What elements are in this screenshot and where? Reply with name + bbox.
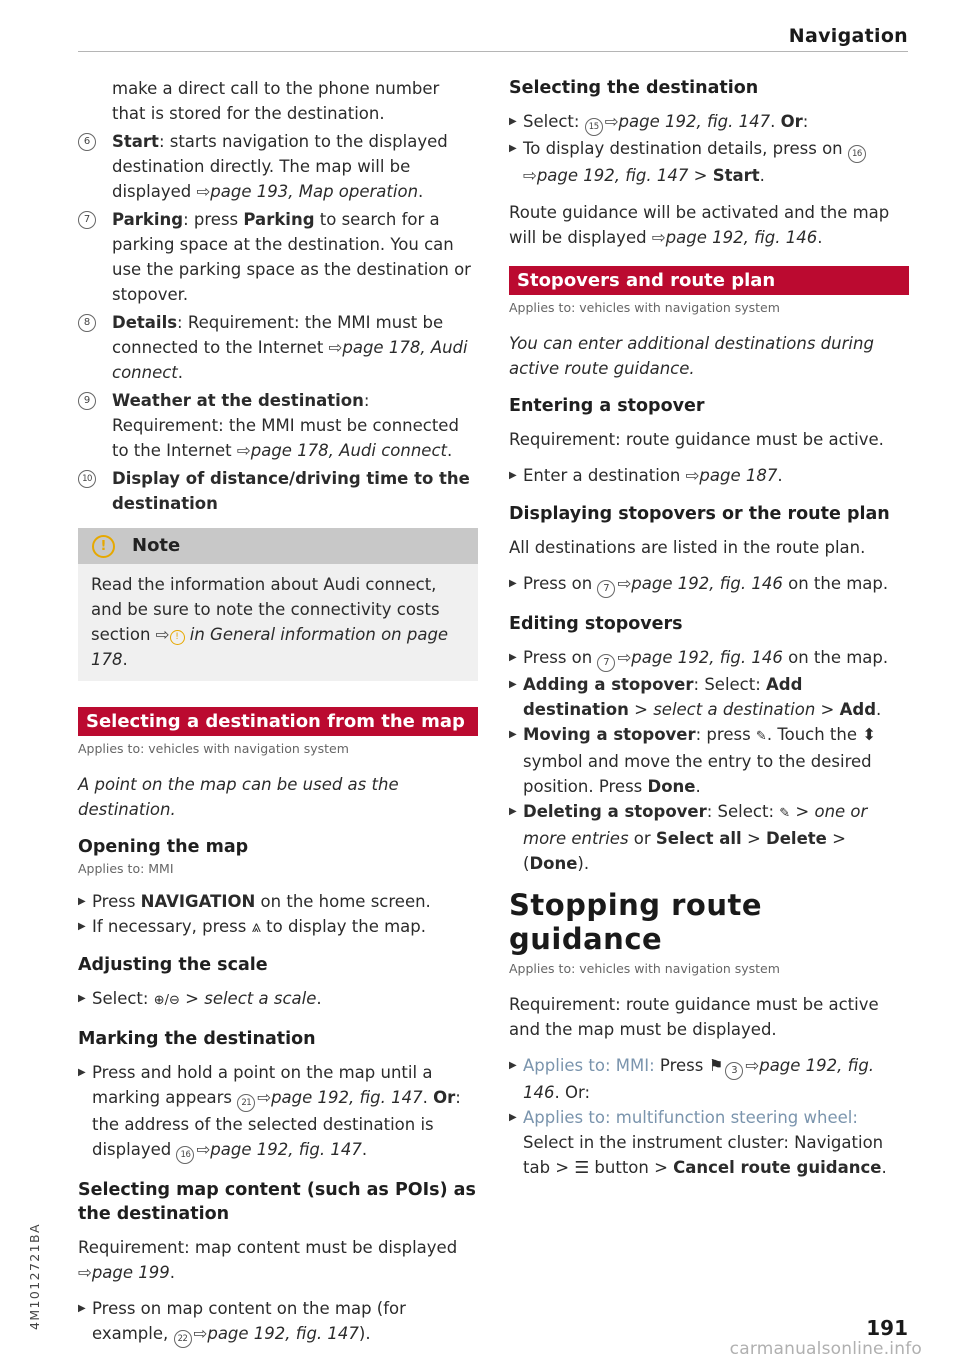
callout-number: 10 bbox=[78, 470, 96, 488]
callout-number: 16 bbox=[176, 1146, 194, 1164]
list-item: ▶ To display destination details, press on 16⇨page 192, fig. 147 > Start. bbox=[509, 136, 909, 188]
flag-icon: ⚑ bbox=[708, 1056, 724, 1075]
callout-number: 7 bbox=[78, 211, 96, 229]
note-title: Note bbox=[132, 535, 181, 556]
page-reference[interactable]: page 192, fig. 147 bbox=[618, 112, 771, 131]
page-reference[interactable]: page 199 bbox=[91, 1263, 170, 1282]
list-item: ▶ Press on 7 ⇨page 192, fig. 146 on the map. bbox=[509, 645, 909, 672]
bullet-icon: ▶ bbox=[509, 578, 517, 589]
right-column bbox=[509, 76, 909, 1180]
map-icon: ⩓ bbox=[251, 917, 261, 936]
body-text: All destinations are listed in the route plan. bbox=[509, 538, 866, 557]
header-divider bbox=[78, 51, 908, 52]
heading-marking-destination: Marking the destination bbox=[78, 1029, 316, 1049]
heading-selecting-destination: Selecting the destination bbox=[509, 78, 759, 98]
list-item: ▶ Press and hold a point on the map until a marking appears 21 ⇨page 192, fig. 147. Or: the address of the selected destination is displayed 16 ⇨page 192, fig. 147. bbox=[78, 1060, 478, 1164]
body-text: Route guidance will be activated and the map will be displayed ⇨page 192, fig. 146. bbox=[509, 203, 890, 247]
note-box bbox=[78, 528, 478, 681]
heading-editing-stopovers: Editing stopovers bbox=[509, 614, 683, 634]
bullet-icon: ▶ bbox=[509, 1112, 517, 1123]
applies-to: Applies to: vehicles with navigation system bbox=[509, 961, 780, 976]
page-header-title: Navigation bbox=[788, 25, 908, 47]
watermark: carmanualsonline.info bbox=[729, 1339, 922, 1359]
page-reference[interactable]: page 192, fig. 146 bbox=[631, 648, 783, 667]
page-number: 191 bbox=[866, 1316, 908, 1340]
bullet-icon: ▶ bbox=[509, 1060, 517, 1071]
callout-number: 7 bbox=[597, 654, 615, 672]
applies-to: Applies to: MMI bbox=[78, 861, 174, 876]
page-reference[interactable]: page 178, Audi connect bbox=[250, 441, 447, 460]
bullet-icon: ▶ bbox=[78, 1303, 86, 1314]
edit-icon: ✎ bbox=[755, 729, 767, 744]
move-handle-icon: ⬍ bbox=[862, 725, 877, 744]
document-code: 4M1012721BA bbox=[27, 1223, 42, 1330]
section-title-stopovers: Stopovers and route plan bbox=[509, 266, 909, 295]
page-reference[interactable]: in General information on page 178 bbox=[91, 625, 449, 669]
left-column bbox=[78, 76, 478, 1348]
applies-to: Applies to: vehicles with navigation system bbox=[78, 741, 349, 756]
requirement-text: Requirement: route guidance must be active. bbox=[509, 430, 884, 449]
note-reference-icon: ! bbox=[170, 630, 185, 645]
bullet-icon: ▶ bbox=[78, 1067, 86, 1078]
bullet-icon: ▶ bbox=[509, 679, 517, 690]
page-reference[interactable]: page 192, fig. 147 bbox=[271, 1088, 423, 1107]
zoom-icon: ⊕/⊖ bbox=[153, 993, 180, 1008]
section-lead: A point on the map can be used as the destination. bbox=[78, 775, 399, 819]
heading-adjusting-scale: Adjusting the scale bbox=[78, 955, 268, 975]
list-item-parking: 7 Parking: press Parking to search for a parking space at the destination. You can use the parking space as the destination or stopover. bbox=[78, 207, 478, 307]
list-item-details: 8 Details: Requirement: the MMI must be connected to the Internet ⇨page 178, Audi connect. bbox=[78, 310, 478, 385]
heading-opening-map: Opening the map bbox=[78, 837, 249, 857]
page-reference[interactable]: page 192, fig. 146 bbox=[665, 228, 818, 247]
page-reference[interactable]: page 187 bbox=[699, 466, 778, 485]
bullet-icon: ▶ bbox=[78, 993, 86, 1004]
list-item: ▶ Enter a destination ⇨page 187. bbox=[509, 463, 909, 488]
list-item: ▶ Adding a stopover: Select: Add destination > select a destination > Add. bbox=[509, 672, 909, 722]
callout-number: 21 bbox=[237, 1094, 255, 1112]
callout-number: 6 bbox=[78, 133, 96, 151]
callout-number: 15 bbox=[585, 118, 603, 136]
list-item: ▶ Applies to: MMI: Press ⚑ 3 ⇨page 192, fig. 146. Or: bbox=[509, 1053, 909, 1105]
edit-icon: ✎ bbox=[779, 806, 791, 821]
page-reference[interactable]: page 192, fig. 147 bbox=[210, 1140, 362, 1159]
callout-number: 22 bbox=[174, 1330, 192, 1348]
note-header bbox=[78, 528, 478, 564]
page-reference[interactable]: page 178, Audi connect bbox=[112, 338, 468, 382]
bullet-icon: ▶ bbox=[509, 143, 517, 154]
bullet-icon: ▶ bbox=[78, 921, 86, 932]
list-item: ▶ Deleting a stopover: Select: ✎ > one or more entries or Select all > Delete > (Done). bbox=[509, 799, 909, 876]
page-reference[interactable]: page 192, fig. 146 bbox=[631, 574, 783, 593]
page-reference[interactable]: page 192, fig. 147 bbox=[207, 1324, 359, 1343]
page-reference[interactable]: page 192, fig. 147 bbox=[536, 166, 689, 185]
menu-icon: ☰ bbox=[574, 1158, 590, 1177]
bullet-icon: ▶ bbox=[509, 806, 517, 817]
callout-number: 16 bbox=[848, 145, 866, 163]
requirement-text: Requirement: map content must be displayed ⇨page 199. bbox=[78, 1238, 458, 1282]
list-item-weather: 9 Weather at the destination: Requirement: the MMI must be connected to the Internet ⇨page 178, Audi connect. bbox=[78, 388, 478, 463]
heading-entering-stopover: Entering a stopover bbox=[509, 396, 705, 416]
list-item: ▶ Select: ⊕/⊖ > select a scale. bbox=[78, 986, 478, 1013]
callout-number: 3 bbox=[725, 1062, 743, 1080]
callout-number: 8 bbox=[78, 314, 96, 332]
list-item: ▶ Moving a stopover: press ✎. Touch the ⬍ symbol and move the entry to the desired position. Press Done. bbox=[509, 722, 909, 799]
section-title-map-destination: Selecting a destination from the map bbox=[78, 707, 478, 736]
intro-text: make a direct call to the phone number that is stored for the destination. bbox=[112, 79, 440, 123]
list-item: ▶ If necessary, press ⩓ to display the map. bbox=[78, 914, 478, 939]
bullet-icon: ▶ bbox=[509, 652, 517, 663]
heading-stopping-route-guidance: Stopping route guidance bbox=[509, 888, 763, 956]
bullet-icon: ▶ bbox=[509, 729, 517, 740]
requirement-text: Requirement: route guidance must be active and the map must be displayed. bbox=[509, 995, 879, 1039]
note-body: Read the information about Audi connect, and be sure to note the connectivity costs section ⇨ ! in General information on page 178. bbox=[91, 575, 449, 669]
list-item: ▶ Press on 7 ⇨page 192, fig. 146 on the map. bbox=[509, 571, 909, 598]
applies-to: Applies to: vehicles with navigation system bbox=[509, 300, 780, 315]
bullet-icon: ▶ bbox=[509, 470, 517, 481]
heading-selecting-map-content: Selecting map content (such as POIs) as the destination bbox=[78, 1180, 476, 1224]
section-lead: You can enter additional destinations during active route guidance. bbox=[509, 334, 874, 378]
list-item-start: 6 Start: starts navigation to the displayed destination directly. The map will be displayed ⇨page 193, Map operation. bbox=[78, 129, 478, 204]
callout-number: 9 bbox=[78, 392, 96, 410]
list-item: ▶ Press on map content on the map (for example, 22 ⇨page 192, fig. 147). bbox=[78, 1296, 478, 1348]
list-item: ▶ Press NAVIGATION on the home screen. bbox=[78, 889, 478, 914]
heading-displaying-stopovers: Displaying stopovers or the route plan bbox=[509, 504, 890, 524]
warning-icon: ! bbox=[92, 535, 115, 558]
list-item: ▶ Select: 15 ⇨page 192, fig. 147. Or: bbox=[509, 109, 909, 136]
bullet-icon: ▶ bbox=[509, 116, 517, 127]
page-reference[interactable]: page 192, fig. 146 bbox=[523, 1056, 875, 1102]
list-item-distance: 10 Display of distance/driving time to the destination bbox=[78, 466, 478, 516]
callout-number: 7 bbox=[597, 580, 615, 598]
bullet-icon: ▶ bbox=[78, 896, 86, 907]
list-item: ▶ Applies to: multifunction steering wheel: Select in the instrument cluster: Navigation tab > ☰ button > Cancel route guidance. bbox=[509, 1105, 909, 1180]
page-reference[interactable]: page 193, Map operation bbox=[210, 182, 419, 201]
